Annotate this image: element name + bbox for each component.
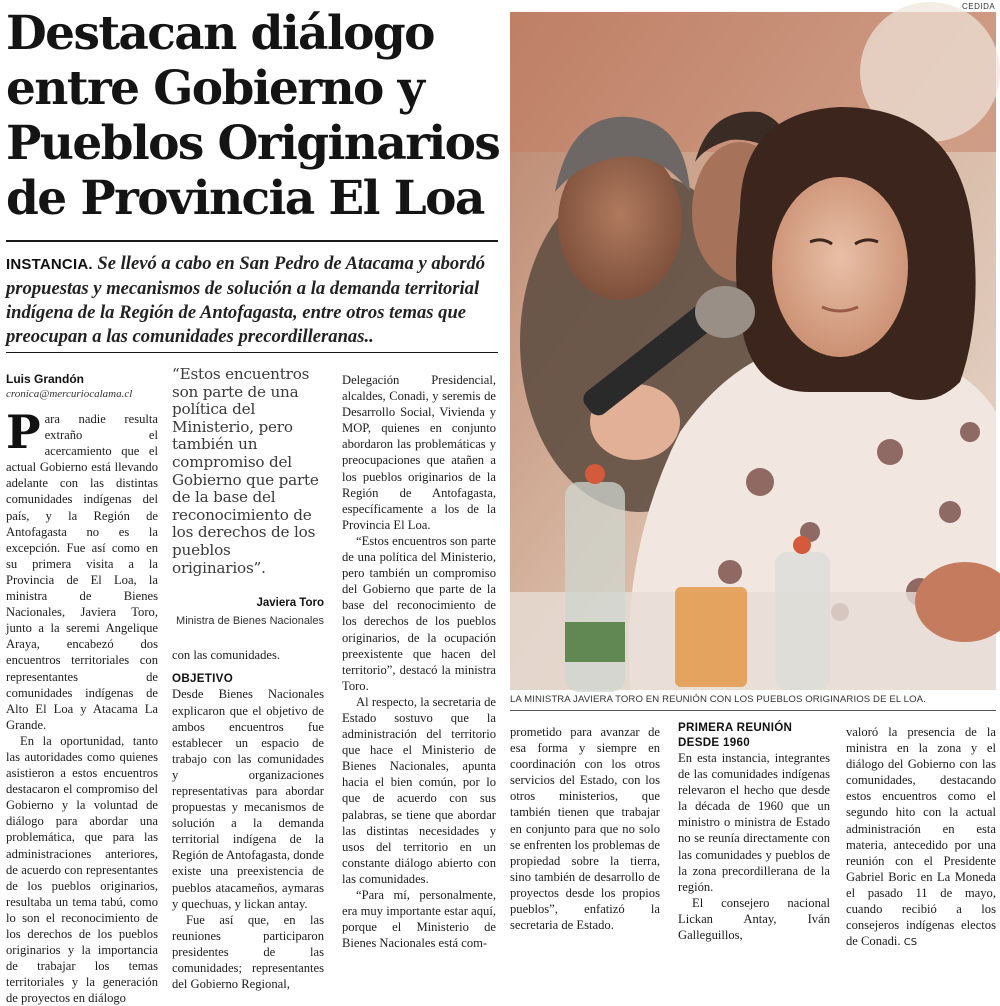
photo-illustration [510,12,996,690]
standfirst-kicker: INSTANCIA. [6,256,93,273]
paragraph: “Estos encuentros son parte de una política del Ministerio, pero también un compromiso del Gobierno que parte de la base del reconocimiento de los derechos de los pueblos originarios, de la ocupación preexistente que hacen del territorio”, destacó la ministra Toro. [342,533,496,693]
article-column-6 [846,724,996,951]
paragraph: El consejero nacional Lickan Antay, Iván Galleguillos, [678,895,830,943]
article-column-1 [6,372,158,1006]
article-photo [510,12,996,690]
headline-line-3: Pueblos Originarios [6,116,500,171]
photo-caption: LA MINISTRA JAVIERA TORO EN REUNIÓN CON LOS PUEBLOS ORIGINARIOS DE EL LOA. [510,694,926,705]
article-column-4 [510,724,660,933]
paragraph [846,724,996,951]
pull-quote-role: Ministra de Bienes Nacionales [176,615,324,628]
headline [6,6,500,226]
headline-line-2: entre Gobierno y [6,61,424,116]
paragraph: prometido para avanzar de esa forma y siempre en coordinación con los otros servicios del Estado, con los otros ministerios, que también tienen que trabajar en conjunto para que no solo se enfrenten los problemas de propiedad sobre la tierra, sino también de desarrollo de proyectos desde los propios pueblos”, enfatizó la secretaria de Estado. [510,725,660,933]
paragraph: Al respecto, la secretaria de Estado sostuvo que la administración del territorio que hace el Ministerio de Bienes Nacionales, apunta hacia el bien común, por lo que de acuerdo con sus palabras, se tiene que abordar las distintas necesidades y usos del territorio en un constante diálogo abierto con las comunidades. [342,694,496,886]
caption-rule [510,710,996,711]
paragraph: En esta instancia, integrantes de las comunidades indígenas relevaron el hecho que desde la década de 1960 que un ministro o ministra de Estado no se reunía directamente con las comunidades y pueblos de la zona precordillerana de la región. [678,751,830,894]
paragraph: con las comunidades. [172,648,281,663]
standfirst-rule [6,352,498,353]
headline-line-4: de Provincia El Loa [6,171,484,226]
byline-email: cronica@mercuriocalama.cl [6,388,133,400]
article-column-2 [172,366,324,992]
paragraph: Fue así que, en las reuniones participaron presidentes de las comunidades; representantes del Gobierno Regional, [172,912,324,992]
pull-quote-author: Javiera Toro [256,597,324,610]
article-column-5 [678,720,830,943]
paragraph: Delegación Presidencial, alcaldes, Conadi, y seremis de Desarrollo Social, Vivienda y MOP, quienes en conjunto abordaron las problemáticas y preocupaciones que atañen a los pueblos originarios de la Región de Antofagasta, específicamente a los de la Provincia El Loa. [342,373,496,532]
photo-credit: CEDIDA [962,2,996,11]
standfirst [6,252,500,349]
headline-rule [6,240,498,242]
end-mark: CS [903,937,918,949]
paragraph-text: ara nadie resulta extraño el acercamiento que el actual Gobierno está llevando adelante con las distintas comunidades indígenas del país, y la Región de Antofagasta no es la excepción. Fue así como en su primera visita a la Provincia de El Loa, la ministra de Bienes Nacionales, Javiera Toro, junto a la seremi Angelique Araya, encabezó dos encuentros territoriales con representantes de comunidades indígenas de Alto El Loa y Atacama La Grande. [6,412,158,732]
paragraph [6,405,158,733]
subhead-primera-reunion: PRIMERA REUNIÓN DESDE 1960 [678,721,793,749]
dropcap: P [6,405,41,459]
paragraph: En la oportunidad, tanto las autoridades como quienes asistieron a estos encuentros destacaron el compromiso del Gobierno y la voluntad de diálogo para abordar una problemática, que para las administraciones anteriores, de acuerdo con representantes de los pueblos originarios, resultaba un tema tabú, como lo son el reconocimiento de los derechos de los pueblos originarios y la importancia de trabajar los temas territoriales y la generación de proyectos en diálogo [6,733,158,1006]
headline-line-1: Destacan diálogo [6,6,434,61]
article-column-3 [342,372,496,951]
paragraph: “Para mí, personalmente, era muy importante estar aquí, porque el Ministerio de Bienes Nacionales está com- [342,888,496,951]
byline-name: Luis Grandón [6,372,84,386]
standfirst-text: Se llevó a cabo en San Pedro de Atacama y abordó propuestas y mecanismos de solución a la demanda territorial indígena de la Región de Antofagasta, entre otros temas que preocupan a las comunidades precordilleranas.. [6,253,486,347]
subhead-objetivo: OBJETIVO [172,672,234,686]
pull-quote: “Estos encuentros son parte de una política del Ministerio, pero también un compromiso del Gobierno que parte de la base del reconocimiento de los derechos de los pueblos originarios”. [172,365,319,577]
paragraph: Desde Bienes Nacionales explicaron que el objetivo de ambos encuentros fue establecer un espacio de trabajo con las comunidades y organizaciones representativas para abordar propuestas y mecanismos de solución a la demanda territorial indígena de la Región de Antofagasta, donde existe una preexistencia de pueblos atacameños, aymaras y quechuas, y lickan antay. [172,687,324,911]
paragraph-text: valoró la presencia de la ministra en la zona y el diálogo del Gobierno con las comunidades, destacando estos encuentros como el segundo hito con la actual administración en esta materia, antecedido por una reunión con el Presidente Gabriel Boric en La Moneda el pasado 11 de mayo, cuando recibió a los consejeros indígenas electos de Conadi. [846,725,996,949]
